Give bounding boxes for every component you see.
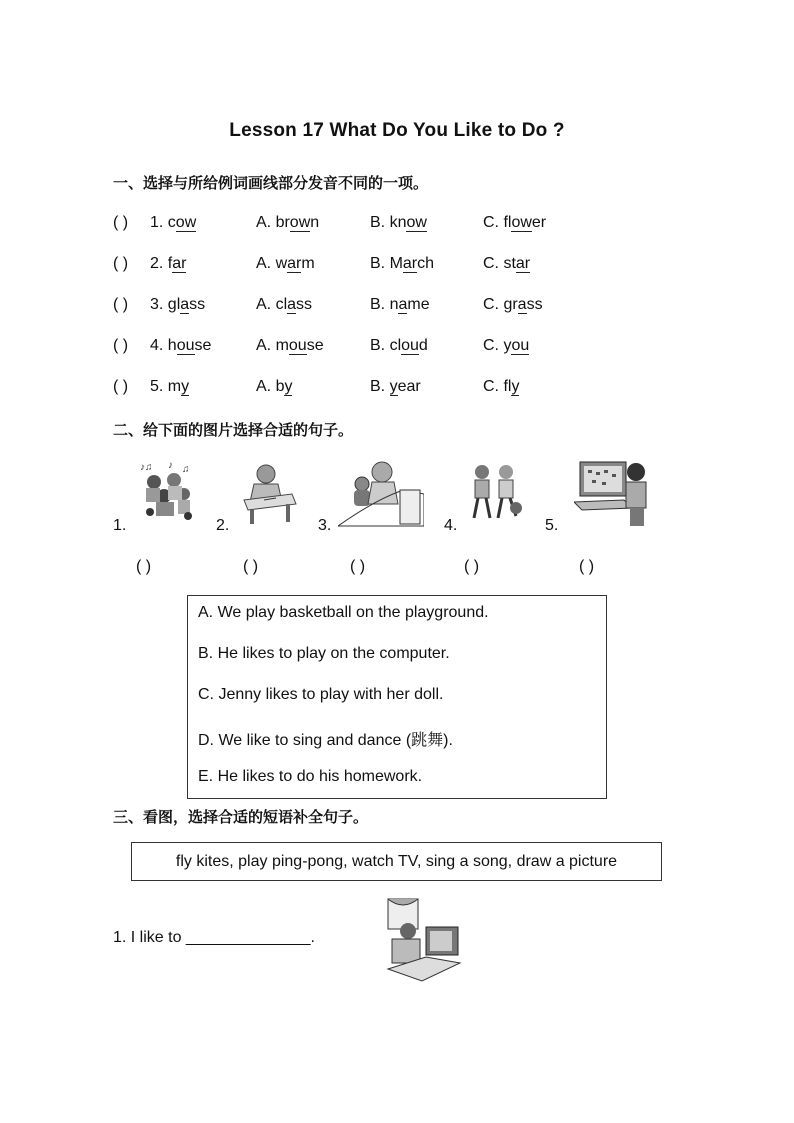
option-c-word	[483, 212, 546, 234]
section1-heading: 一、选择与所给例词画线部分发音不同的一项。	[113, 175, 429, 192]
picture-number-1: 1.	[113, 517, 127, 534]
question-stem	[150, 335, 211, 357]
question-stem	[150, 294, 205, 316]
option-b-word-part: B. n	[370, 296, 399, 313]
section3-heading: 三、看图，选择合适的短语补全句子。	[113, 809, 369, 826]
option-b-word	[370, 253, 434, 275]
example-word-part: se	[194, 337, 212, 354]
option-c-word-underlined: a	[517, 296, 527, 313]
question-number: 2.	[150, 255, 164, 272]
example-word-part: c	[167, 214, 176, 231]
option-a-word	[256, 294, 312, 316]
example-word-underlined: y	[181, 378, 190, 395]
example-word-underlined: ar	[172, 255, 187, 272]
svg-text:♫: ♫	[182, 464, 190, 475]
option-a-word-underlined: ar	[287, 255, 302, 272]
boy-homework-picture	[236, 460, 298, 526]
picture-number-2: 2.	[216, 517, 230, 534]
option-b-word-part: B. M	[370, 255, 403, 272]
option-a-word-underlined: a	[287, 296, 297, 313]
option-c-word-part: C. fl	[483, 214, 512, 231]
option-b-word-part: B. kn	[370, 214, 407, 231]
option-b-word-underlined: a	[398, 296, 408, 313]
option-c-word-part: C. fl	[483, 378, 512, 395]
option-a-word-part: A. br	[256, 214, 290, 231]
option-b-word-underlined: ar	[402, 255, 418, 272]
option-b-word	[370, 335, 428, 357]
picture-number-5: 5.	[545, 517, 559, 534]
option-c-word-underlined: ou	[511, 337, 530, 354]
option-a-word-part: A. cl	[256, 296, 288, 313]
option-a-word-part: ss	[296, 296, 313, 313]
answer-blank[interactable]: ( )	[113, 337, 129, 354]
picture-answer-blank-5[interactable]: ( )	[579, 558, 595, 575]
option-b-word-part: ear	[397, 378, 421, 395]
phrase-box: fly kites, play ping-pong, watch TV, sing a song, draw a picture	[131, 842, 662, 881]
option-b-word	[370, 212, 427, 234]
option-b-word-underlined: y	[389, 378, 398, 395]
page-title: Lesson 17 What Do You Like to Do ?	[229, 120, 565, 141]
example-word-underlined: ou	[176, 337, 195, 354]
picture-answer-blank-4[interactable]: ( )	[464, 558, 480, 575]
option-a-word-underlined: y	[284, 378, 293, 395]
option-c-word-part: ss	[526, 296, 543, 313]
example-word-underlined: a	[180, 296, 190, 313]
option-b: B. He likes to play on the computer.	[198, 645, 450, 662]
answer-blank[interactable]: ( )	[113, 296, 129, 313]
girl-with-doll-picture	[338, 460, 424, 528]
picture-answer-blank-1[interactable]: ( )	[136, 558, 152, 575]
example-word-part: gl	[167, 296, 181, 313]
option-b-word-part: me	[407, 296, 430, 313]
option-b-word-part: B.	[370, 378, 390, 395]
option-a-word-part: A. w	[256, 255, 288, 272]
example-word-part: f	[167, 255, 173, 272]
option-a: A. We play basketball on the playground.	[198, 604, 489, 621]
watching-tv-picture	[386, 897, 462, 983]
option-a-word-part: se	[306, 337, 324, 354]
option-a-word-part: A. b	[256, 378, 285, 395]
question-number: 5.	[150, 378, 164, 395]
question-stem	[150, 212, 196, 234]
section2-heading: 二、给下面的图片选择合适的句子。	[113, 422, 354, 439]
option-b-word-part: B. cl	[370, 337, 402, 354]
svg-text:♪: ♪	[168, 460, 173, 471]
example-word-underlined: ow	[175, 214, 197, 231]
question-1: 1. I like to ______________.	[113, 929, 315, 946]
option-b-word-underlined: ou	[401, 337, 419, 354]
option-c-word-underlined: ar	[515, 255, 531, 272]
option-a-word	[256, 335, 324, 357]
svg-text:♪♫: ♪♫	[140, 462, 153, 473]
option-a-word	[256, 212, 319, 234]
question-number: 1.	[150, 214, 164, 231]
option-a-word-underlined: ou	[288, 337, 307, 354]
option-c-word-underlined: y	[511, 378, 520, 395]
option-c-word-underlined: ow	[511, 214, 532, 231]
question-stem	[150, 376, 189, 398]
picture-number-4: 4.	[444, 517, 458, 534]
option-a-word-part: n	[310, 214, 320, 231]
option-e: E. He likes to do his homework.	[198, 768, 423, 785]
picture-number-3: 3.	[318, 517, 332, 534]
option-a-word	[256, 253, 315, 275]
option-c-word-part: C. st	[483, 255, 516, 272]
question-number: 3.	[150, 296, 164, 313]
kids-singing-picture	[136, 458, 198, 524]
sentence-options-box	[187, 595, 607, 799]
option-c-word	[483, 294, 543, 316]
option-a-word	[256, 376, 292, 398]
question-number: 4.	[150, 337, 164, 354]
example-word-part: ss	[189, 296, 206, 313]
option-c-word-part: C. gr	[483, 296, 518, 313]
example-word-part: h	[167, 337, 177, 354]
computer-picture	[574, 460, 650, 526]
option-a-word-underlined: ow	[289, 214, 311, 231]
option-b-word	[370, 376, 421, 398]
option-b-word-part: d	[418, 337, 428, 354]
option-c-word	[483, 335, 529, 357]
option-b-word	[370, 294, 430, 316]
answer-blank[interactable]: ( )	[113, 378, 129, 395]
answer-blank[interactable]: ( )	[113, 214, 129, 231]
answer-blank[interactable]: ( )	[113, 255, 129, 272]
option-a-word-part: m	[301, 255, 315, 272]
question-stem	[150, 253, 186, 275]
example-word-part: m	[167, 378, 182, 395]
option-c-word	[483, 253, 530, 275]
picture-answer-blank-3[interactable]: ( )	[350, 558, 366, 575]
picture-answer-blank-2[interactable]: ( )	[243, 558, 259, 575]
option-c-word-part: C. y	[483, 337, 512, 354]
option-b-word-underlined: ow	[406, 214, 427, 231]
basketball-picture	[464, 462, 530, 526]
option-c-word-part: er	[531, 214, 547, 231]
option-c: C. Jenny likes to play with her doll.	[198, 686, 444, 703]
option-a-word-part: A. m	[256, 337, 289, 354]
option-d: D. We like to sing and dance (跳舞).	[198, 732, 453, 749]
option-b-word-part: ch	[417, 255, 435, 272]
option-c-word	[483, 376, 519, 398]
